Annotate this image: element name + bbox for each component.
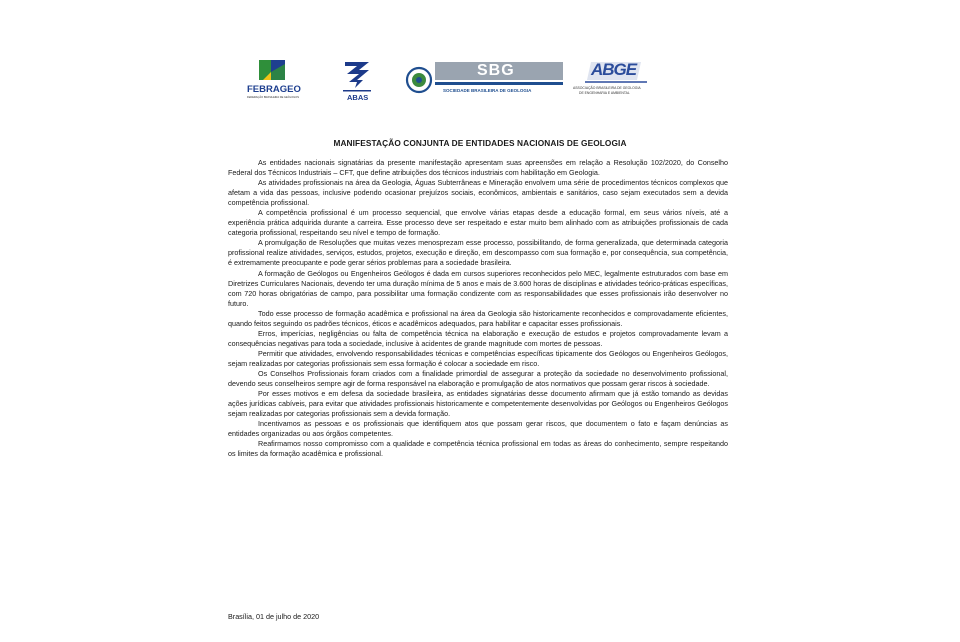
paragraph: A formação de Geólogos ou Engenheiros Geólogos é dada em cursos superiores reconhecidos pelo MEC, legalmente estruturados com base em Diretrizes Curriculares Nacionais, devendo ter uma duração mínima de 5 anos e mais de 3.600 horas de disciplinas e atividades teórico-práticas específicas, com 720 horas obrigatórias de campo, para possibilitar uma formação condizente com as responsabilidades que esses profissionais irão desenvolver no futuro. <box>228 268 728 308</box>
paragraph: Por esses motivos e em defesa da sociedade brasileira, as entidades signatárias desse documento afirmam que já estão tomando as devidas ações jurídicas cabíveis, para evitar que atividades profissionais historicamente e competentemente desenvolvidas por Geólogos ou Engenheiros Geólogos sejam realizadas por categorias profissionais sem a devida formação. <box>228 389 728 419</box>
abge-subtitle-line1: ASSOCIAÇÃO BRASILEIRA DE GEOLOGIA <box>573 86 641 90</box>
febrageo-name: FEBRAGEO <box>247 84 301 95</box>
paragraph: As atividades profissionais na área da Geologia, Águas Subterrâneas e Mineração envolvem uma série de procedimentos técnicos complexos que afetam a vida das pessoas, inclusive podendo ocasionar prejuízos sociais, econômicos, ambientais e sanitários, caso sejam executados sem a devida competência profissional. <box>228 178 728 208</box>
paragraph: Permitir que atividades, envolvendo responsabilidades técnicas e competências específicas tipicamente dos Geólogos ou Engenheiros Geólogos, sejam realizadas por categorias profissionais sem essa formação é colocar a sociedade em risco. <box>228 348 728 368</box>
date-line: Brasília, 01 de julho de 2020 <box>228 612 320 621</box>
paragraph: Incentivamos as pessoas e os profissionais que identifiquem atos que possam gerar riscos, que documentem o fato e façam denúncias as entidades organizadas ou aos órgãos competentes. <box>228 419 728 439</box>
abge-subtitle-line2: DE ENGENHARIA E AMBIENTAL <box>579 91 630 95</box>
sbg-name: SBG <box>477 62 515 79</box>
document-body <box>228 158 728 459</box>
paragraph: As entidades nacionais signatárias da presente manifestação apresentam suas apreensões em relação a Resolução 102/2020, do Conselho Federal dos Técnicos Industriais – CFT, que define atribuições dos técnicos industriais com habilitação em Geologia. <box>228 158 728 178</box>
abge-logo <box>571 58 661 106</box>
paragraph: A competência profissional é um processo sequencial, que envolve várias etapas desde a educação formal, em seus vários níveis, até a experiência prática adquirida durante a carreira. Esse processo deve ser respeitado e estar muito bem alinhado com as atribuições profissionais de cada categoria profissional, respeitando seu nível e tempo de formação. <box>228 208 728 238</box>
febrageo-subtitle: FEDERAÇÃO BRASILEIRA DE GEÓLOGOS <box>247 96 300 99</box>
abge-name: ABGE <box>591 60 637 79</box>
paragraph: Erros, imperícias, negligências ou falta de competência técnica na elaboração e execução de estudos e projetos comprovadamente levam a consequências negativas para toda a sociedade, inclusive à acidentes de grande magnitude com mortes de pessoas. <box>228 328 728 348</box>
febrageo-logo <box>247 58 309 106</box>
sbg-subtitle: SOCIEDADE BRASILEIRA DE GEOLOGIA <box>443 88 532 93</box>
paragraph: Reafirmamos nosso compromisso com a qualidade e competência técnica profissional em todas as áreas do conhecimento, sempre respeitando os limites da formação acadêmica e profissional. <box>228 439 728 459</box>
document-title: MANIFESTAÇÃO CONJUNTA DE ENTIDADES NACIONAIS DE GEOLOGIA <box>333 138 627 148</box>
logo-row <box>175 58 785 106</box>
document-page <box>175 40 785 642</box>
sbg-logo <box>405 58 565 106</box>
paragraph: Os Conselhos Profissionais foram criados com a finalidade primordial de assegurar a proteção da sociedade no desenvolvimento profissional, devendo seus conselheiros sempre agir de forma responsável na elaboração e promulgação de atos normativos que possam gerar riscos à sociedade. <box>228 368 728 389</box>
paragraph: Todo esse processo de formação acadêmica e profissional na área da Geologia são historicamente reconhecidos e comprovadamente eficientes, quando feitos seguindo os padrões técnicos, éticos e acadêmicos adequados, para habilitar e capacitar esses profissionais. <box>228 308 728 328</box>
abas-name: ABAS <box>347 93 369 102</box>
paragraph: A promulgação de Resoluções que muitas vezes menosprezam esse processo, possibilitando, de forma generalizada, que determinada categoria profissional realize atividades, serviços, estudos, projetos, execução e direção, em descompasso com sua formação e, por consequência, sua competência, é extremamente preocupante e pode gerar sérios problemas para a sociedade brasileira. <box>228 238 728 268</box>
abas-logo <box>337 58 377 106</box>
